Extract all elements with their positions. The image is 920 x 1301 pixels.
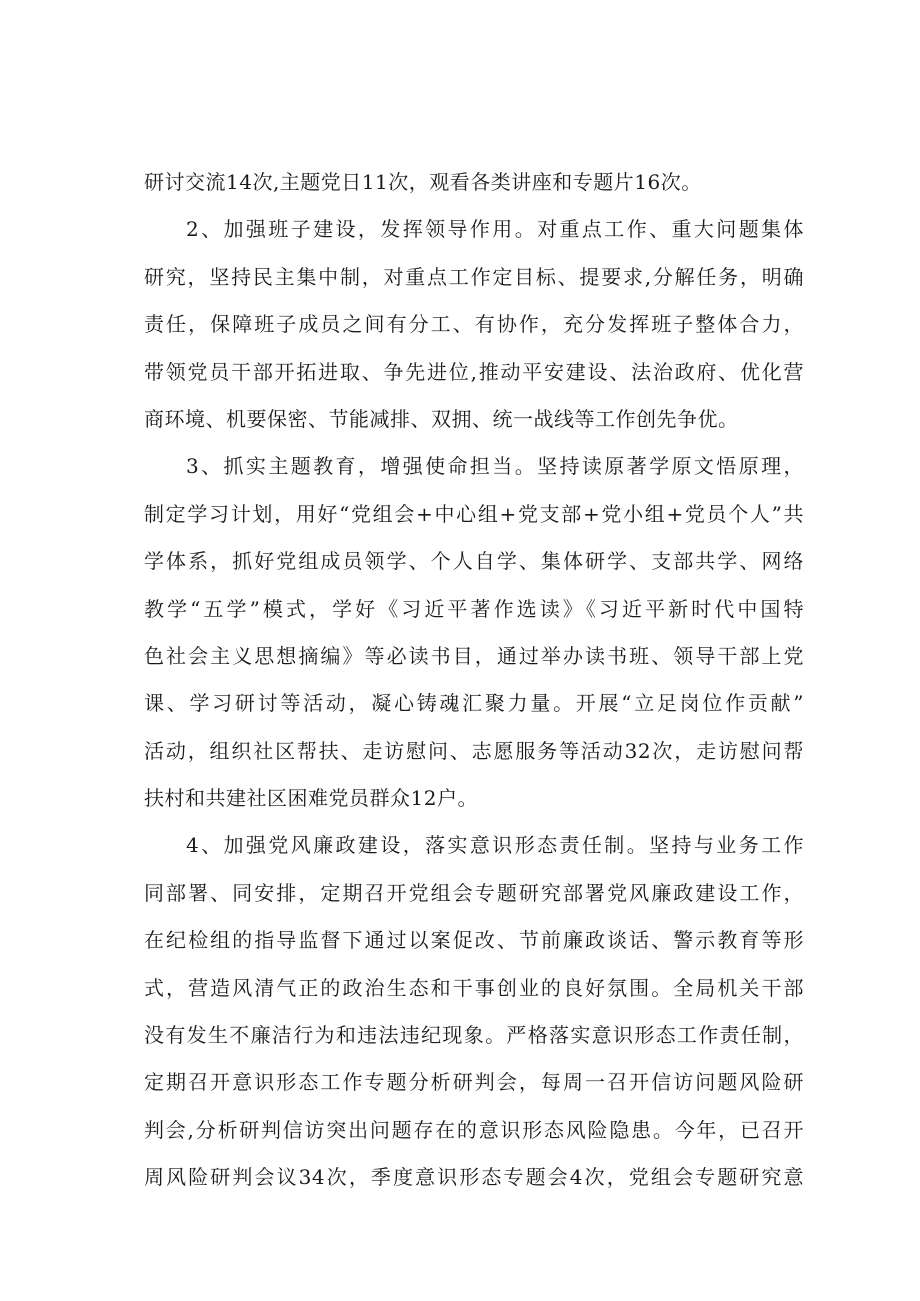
paragraph-line: 带领党员干部开拓进取、争先进位,推动平安建设、法治政府、优化营 [144, 359, 804, 384]
paragraph-line: 课、学习研讨等活动，凝心铸魂汇聚力量。开展“立足岗位作贡献” [144, 691, 804, 716]
paragraph-line: 研究，坚持民主集中制，对重点工作定目标、提要求,分解任务，明确 [144, 264, 804, 289]
paragraph-line: 扶村和共建社区困难党员群众12户。 [144, 786, 478, 811]
paragraph-line: 判会,分析研判信访突出问题存在的意识形态风险隐患。今年，已召开 [144, 1117, 804, 1142]
paragraph-line: 色社会主义思想摘编》等必读书目，通过举办读书班、领导干部上党 [144, 643, 804, 668]
document-body [144, 159, 804, 1202]
paragraph-line: 没有发生不廉洁行为和违法违纪现象。严格落实意识形态工作责任制， [144, 1023, 804, 1048]
paragraph-line: 研讨交流14次,主题党日11次，观看各类讲座和专题片16次。 [144, 170, 702, 194]
paragraph-line: 活动，组织社区帮扶、走访慰问、志愿服务等活动32次，走访慰问帮 [144, 738, 804, 763]
paragraph-line: 学体系，抓好党组成员领学、个人自学、集体研学、支部共学、网络 [144, 549, 804, 574]
paragraph-line: 周风险研判会议34次，季度意识形态专题会4次，党组会专题研究意 [144, 1165, 804, 1190]
paragraph-line: 式，营造风清气正的政治生态和干事创业的良好氛围。全局机关干部 [144, 975, 804, 1000]
paragraph-line: 商环境、机要保密、节能减排、双拥、统一战线等工作创先争优。 [144, 406, 739, 431]
paragraph-line: 责任，保障班子成员之间有分工、有协作，充分发挥班子整体合力， [144, 312, 804, 337]
paragraph-line: 在纪检组的指导监督下通过以案促改、节前廉政谈话、警示教育等形 [144, 928, 804, 953]
paragraph-first-line: 4、加强党风廉政建设，落实意识形态责任制。坚持与业务工作 [186, 833, 804, 858]
paragraph-line: 教学“五学”模式，学好《习近平著作选读》《习近平新时代中国特 [144, 596, 804, 621]
paragraph-line: 同部署、同安排，定期召开党组会专题研究部署党风廉政建设工作， [144, 880, 804, 905]
paragraph-first-line: 3、抓实主题教育，增强使命担当。坚持读原著学原文悟原理， [186, 454, 804, 479]
paragraph-first-line: 2、加强班子建设，发挥领导作用。对重点工作、重大问题集体 [186, 217, 804, 242]
paragraph-line: 制定学习计划，用好“党组会+中心组+党支部+党小组+党员个人”共 [144, 501, 804, 526]
paragraph-line: 定期召开意识形态工作专题分析研判会，每周一召开信访问题风险研 [144, 1070, 804, 1095]
